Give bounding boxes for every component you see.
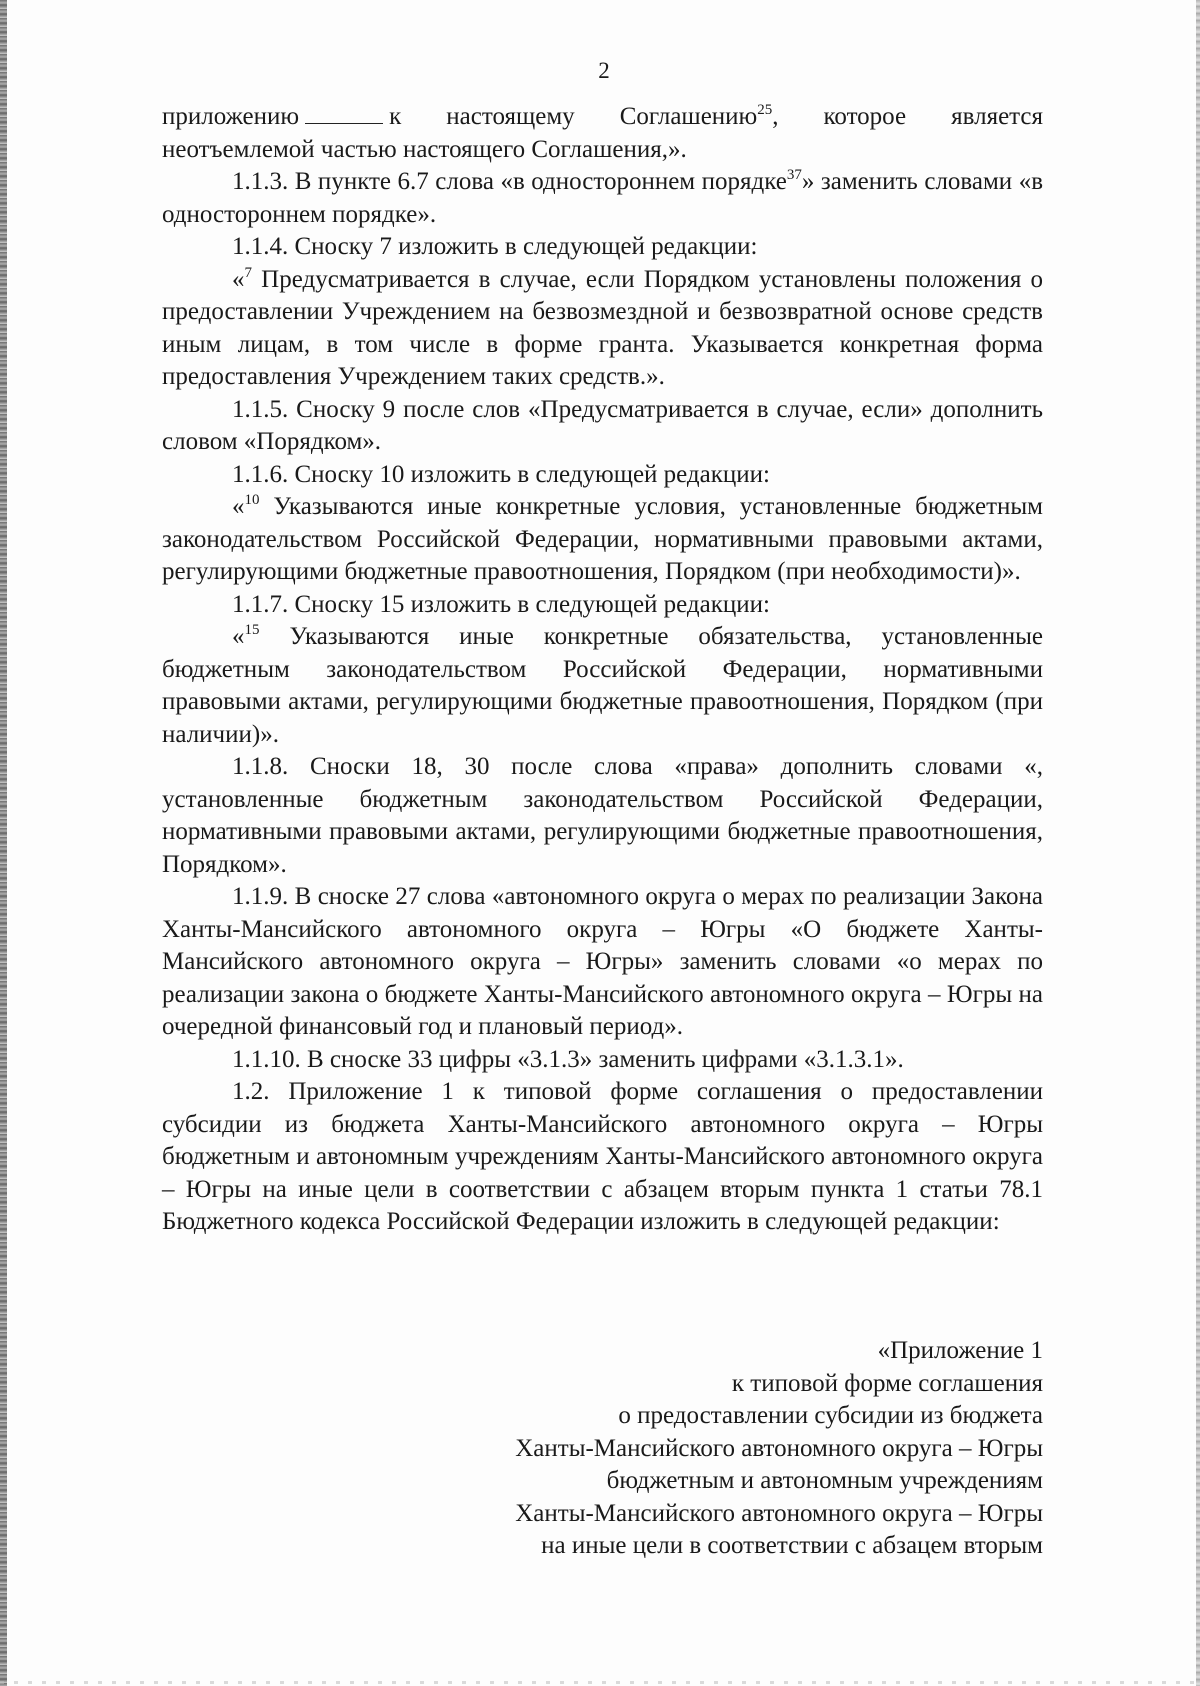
footnote-marker: 10 bbox=[244, 492, 260, 508]
text-segment: « bbox=[232, 265, 245, 293]
text-segment: 1.1.3. В пункте 6.7 слова «в одностороннем порядке bbox=[232, 168, 787, 195]
annex-line: «Приложение 1 bbox=[877, 1337, 1043, 1364]
paragraph-1-1-4: 1.1.4. Сноску 7 изложить в следующей редакции: bbox=[232, 233, 758, 260]
page-number: 2 bbox=[598, 58, 610, 83]
annex-header bbox=[515, 1335, 1043, 1563]
footnote-marker: 37 bbox=[786, 167, 802, 183]
document-body bbox=[162, 101, 1043, 1239]
footnote-marker: 25 bbox=[757, 102, 773, 118]
paragraph-1-2: 1.2. Приложение 1 к типовой форме соглашения о предоставлении субсидии из бюджета Ханты-Мансийского автономного округа – Югры бюджетным и автономным учреждениям Ханты-Мансийского автономного округа – Югры на иные цели в соответствии с абзацем вторым пункта 1 статьи 78.1 Бюджетного кодекса Российской Федерации изложить в следующей редакции: bbox=[162, 1078, 1043, 1235]
footnote-15-text bbox=[162, 621, 1043, 751]
text-segment: « bbox=[232, 493, 245, 520]
text-segment: » заменить словами «в одностороннем порядке». bbox=[162, 168, 1043, 228]
text-segment: Указываются иные конкретные обязательства, установленные бюджетным законодательством Российской Федерации, нормативными правовыми актами, регулирующими бюджетные правоотношения, Порядком (при наличии)». bbox=[162, 623, 1043, 748]
annex-line: Ханты-Мансийского автономного округа – Югры bbox=[515, 1434, 1043, 1462]
scan-edge-right bbox=[1196, 0, 1200, 1686]
annex-line: к типовой форме соглашения bbox=[731, 1369, 1043, 1397]
text-segment: , которое является неотъемлемой частью настоящего Соглашения,». bbox=[162, 103, 1043, 163]
footnote-10-text bbox=[162, 491, 1043, 589]
paragraph-1-1-9: 1.1.9. В сноске 27 слова «автономного округа о мерах по реализации Закона Ханты-Мансийского автономного округа – Югры «О бюджете Ханты-Мансийского автономного округа – Югры» заменить словами «о мерах по реализации закона о бюджете Ханты-Мансийского автономного округа – Югры на очередной финансовый год и плановый период». bbox=[162, 883, 1043, 1040]
text-segment: Предусматривается в случае, если Порядком установлены положения о предоставлении Учреждением на безвозмездной и безвозвратной основе средств иным лицам, в том числе в форме гранта. Указывается конкретная форма предоставления Учреждением таких средств.». bbox=[162, 265, 1043, 390]
paragraph-1-1-6: 1.1.6. Сноску 10 изложить в следующей редакции: bbox=[232, 460, 770, 488]
scan-edge-left bbox=[0, 0, 7, 1686]
paragraph-1-1-8: 1.1.8. Сноски 18, 30 после слова «права» дополнить словами «, установленные бюджетным законодательством Российской Федерации, нормативными правовыми актами, регулирующими бюджетные правоотношения, Порядком». bbox=[162, 753, 1043, 878]
annex-line: Ханты-Мансийского автономного округа – Югры bbox=[515, 1499, 1043, 1527]
annex-line: на иные цели в соответствии с абзацем вторым bbox=[541, 1532, 1043, 1559]
paragraph-1-1-10: 1.1.10. В сноске 33 цифры «3.1.3» заменить цифрами «3.1.3.1». bbox=[232, 1045, 904, 1073]
text-segment: приложению bbox=[162, 103, 300, 130]
paragraph-1-1-5: 1.1.5. Сноску 9 после слов «Предусматривается в случае, если» дополнить словом «Порядком». bbox=[162, 395, 1043, 455]
paragraph-1-1-3 bbox=[162, 166, 1043, 231]
scan-edge-bottom bbox=[0, 1681, 1200, 1684]
paragraph-1-1-7: 1.1.7. Сноску 15 изложить в следующей редакции: bbox=[232, 590, 770, 618]
paragraph-continuation bbox=[162, 101, 1043, 166]
annex-line: о предоставлении субсидии из бюджета bbox=[618, 1402, 1043, 1429]
annex-line: бюджетным и автономным учреждениям bbox=[606, 1467, 1043, 1494]
footnote-7-text bbox=[162, 264, 1043, 394]
text-segment: к настоящему Соглашению bbox=[389, 103, 758, 130]
footnote-marker: 7 bbox=[244, 264, 252, 281]
footnote-marker: 15 bbox=[244, 622, 260, 638]
text-segment: Указываются иные конкретные условия, установленные бюджетным законодательством Российской Федерации, нормативными правовыми актами, регулирующими бюджетные правоотношения, Порядком (при необходимости)». bbox=[162, 493, 1043, 585]
blank-line bbox=[305, 105, 383, 124]
text-segment: « bbox=[232, 623, 245, 650]
